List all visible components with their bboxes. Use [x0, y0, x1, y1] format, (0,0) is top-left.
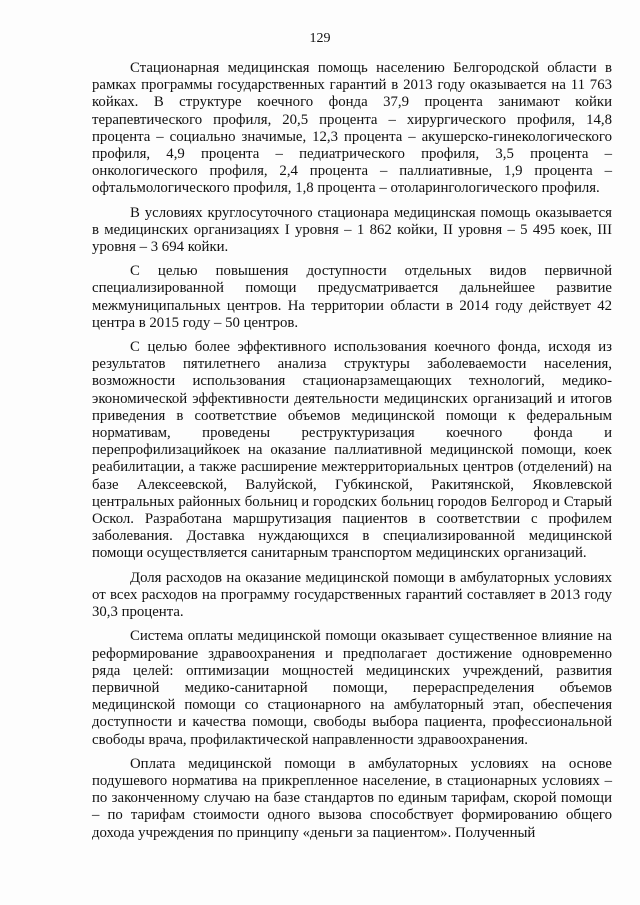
paragraph: В условиях круглосуточного стационара медицинская помощь оказывается в медицинских организациях I уровня – 1 862 койки, II уровня – 5 495 коек, III уровня – 3 694 койки.: [92, 204, 612, 256]
paragraph: Система оплаты медицинской помощи оказывает существенное влияние на реформирование здравоохранения и предполагает достижение одновременно ряда целей: оптимизации мощностей медицинских учреждений, развития первичной медико-санитарной помощи, перераспределения объемов медицинской помощи со стационарного на амбулаторный этап, обеспечения доступности и качества помощи, свободы выбора пациента, профессиональной свободы врача, профилактической направленности здравоохранения.: [92, 628, 612, 748]
paragraph: С целью более эффективного использования коечного фонда, исходя из результатов пятилетнего анализа структуры заболеваемости населения, возможности использования стационарзамещающих технологий, медико-экономической эффективности деятельности медицинских организаций и итогов приведения в соответствие объемов медицинской помощи к федеральным нормативам, проведены реструктуризация коечного фонда и перепрофилизацийкоек на оказание паллиативной медицинской помощи, коек реабилитации, а также расширение межтерриториальных центров (отделений) на базе Алексеевской, Валуйской, Губкинской, Ракитянской, Яковлевской центральных районных больниц и городских больниц городов Белгород и Старый Оскол. Разработана маршрутизация пациентов в соответствии с профилем заболевания. Доставка нуждающихся в специализированной медицинской помощи осуществляется санитарным транспортом медицинских организаций.: [92, 339, 612, 562]
body-text: [92, 60, 612, 849]
paragraph: Оплата медицинской помощи в амбулаторных условиях на основе подушевого норматива на прикрепленное население, в стационарных условиях – по законченному случаю на базе стандартов по единым тарифам, скорой помощи – по тарифам стоимости одного вызова способствует формированию общего дохода учреждения по принципу «деньги за пациентом». Полученный: [92, 755, 612, 841]
paragraph: С целью повышения доступности отдельных видов первичной специализированной помощи предусматривается дальнейшее развитие межмуниципальных центров. На территории области в 2014 году действует 42 центра в 2015 году – 50 центров.: [92, 263, 612, 331]
paragraph: Стационарная медицинская помощь населению Белгородской области в рамках программы государственных гарантий в 2013 году оказывается на 11 763 койках. В структуре коечного фонда 37,9 процента занимают койки терапевтического профиля, 20,5 процента – хирургического профиля, 14,8 процента – социально значимые, 12,3 процента – акушерско-гинекологического профиля, 4,9 процента – педиатрического профиля, 3,5 процента – онкологического профиля, 2,4 процента – паллиативные, 1,9 процента – офтальмологического профиля, 1,8 процента – отоларингологического профиля.: [92, 60, 612, 197]
paragraph: Доля расходов на оказание медицинской помощи в амбулаторных условиях от всех расходов на программу государственных гарантий составляет в 2013 году 30,3 процента.: [92, 569, 612, 621]
page-number: 129: [309, 31, 331, 46]
